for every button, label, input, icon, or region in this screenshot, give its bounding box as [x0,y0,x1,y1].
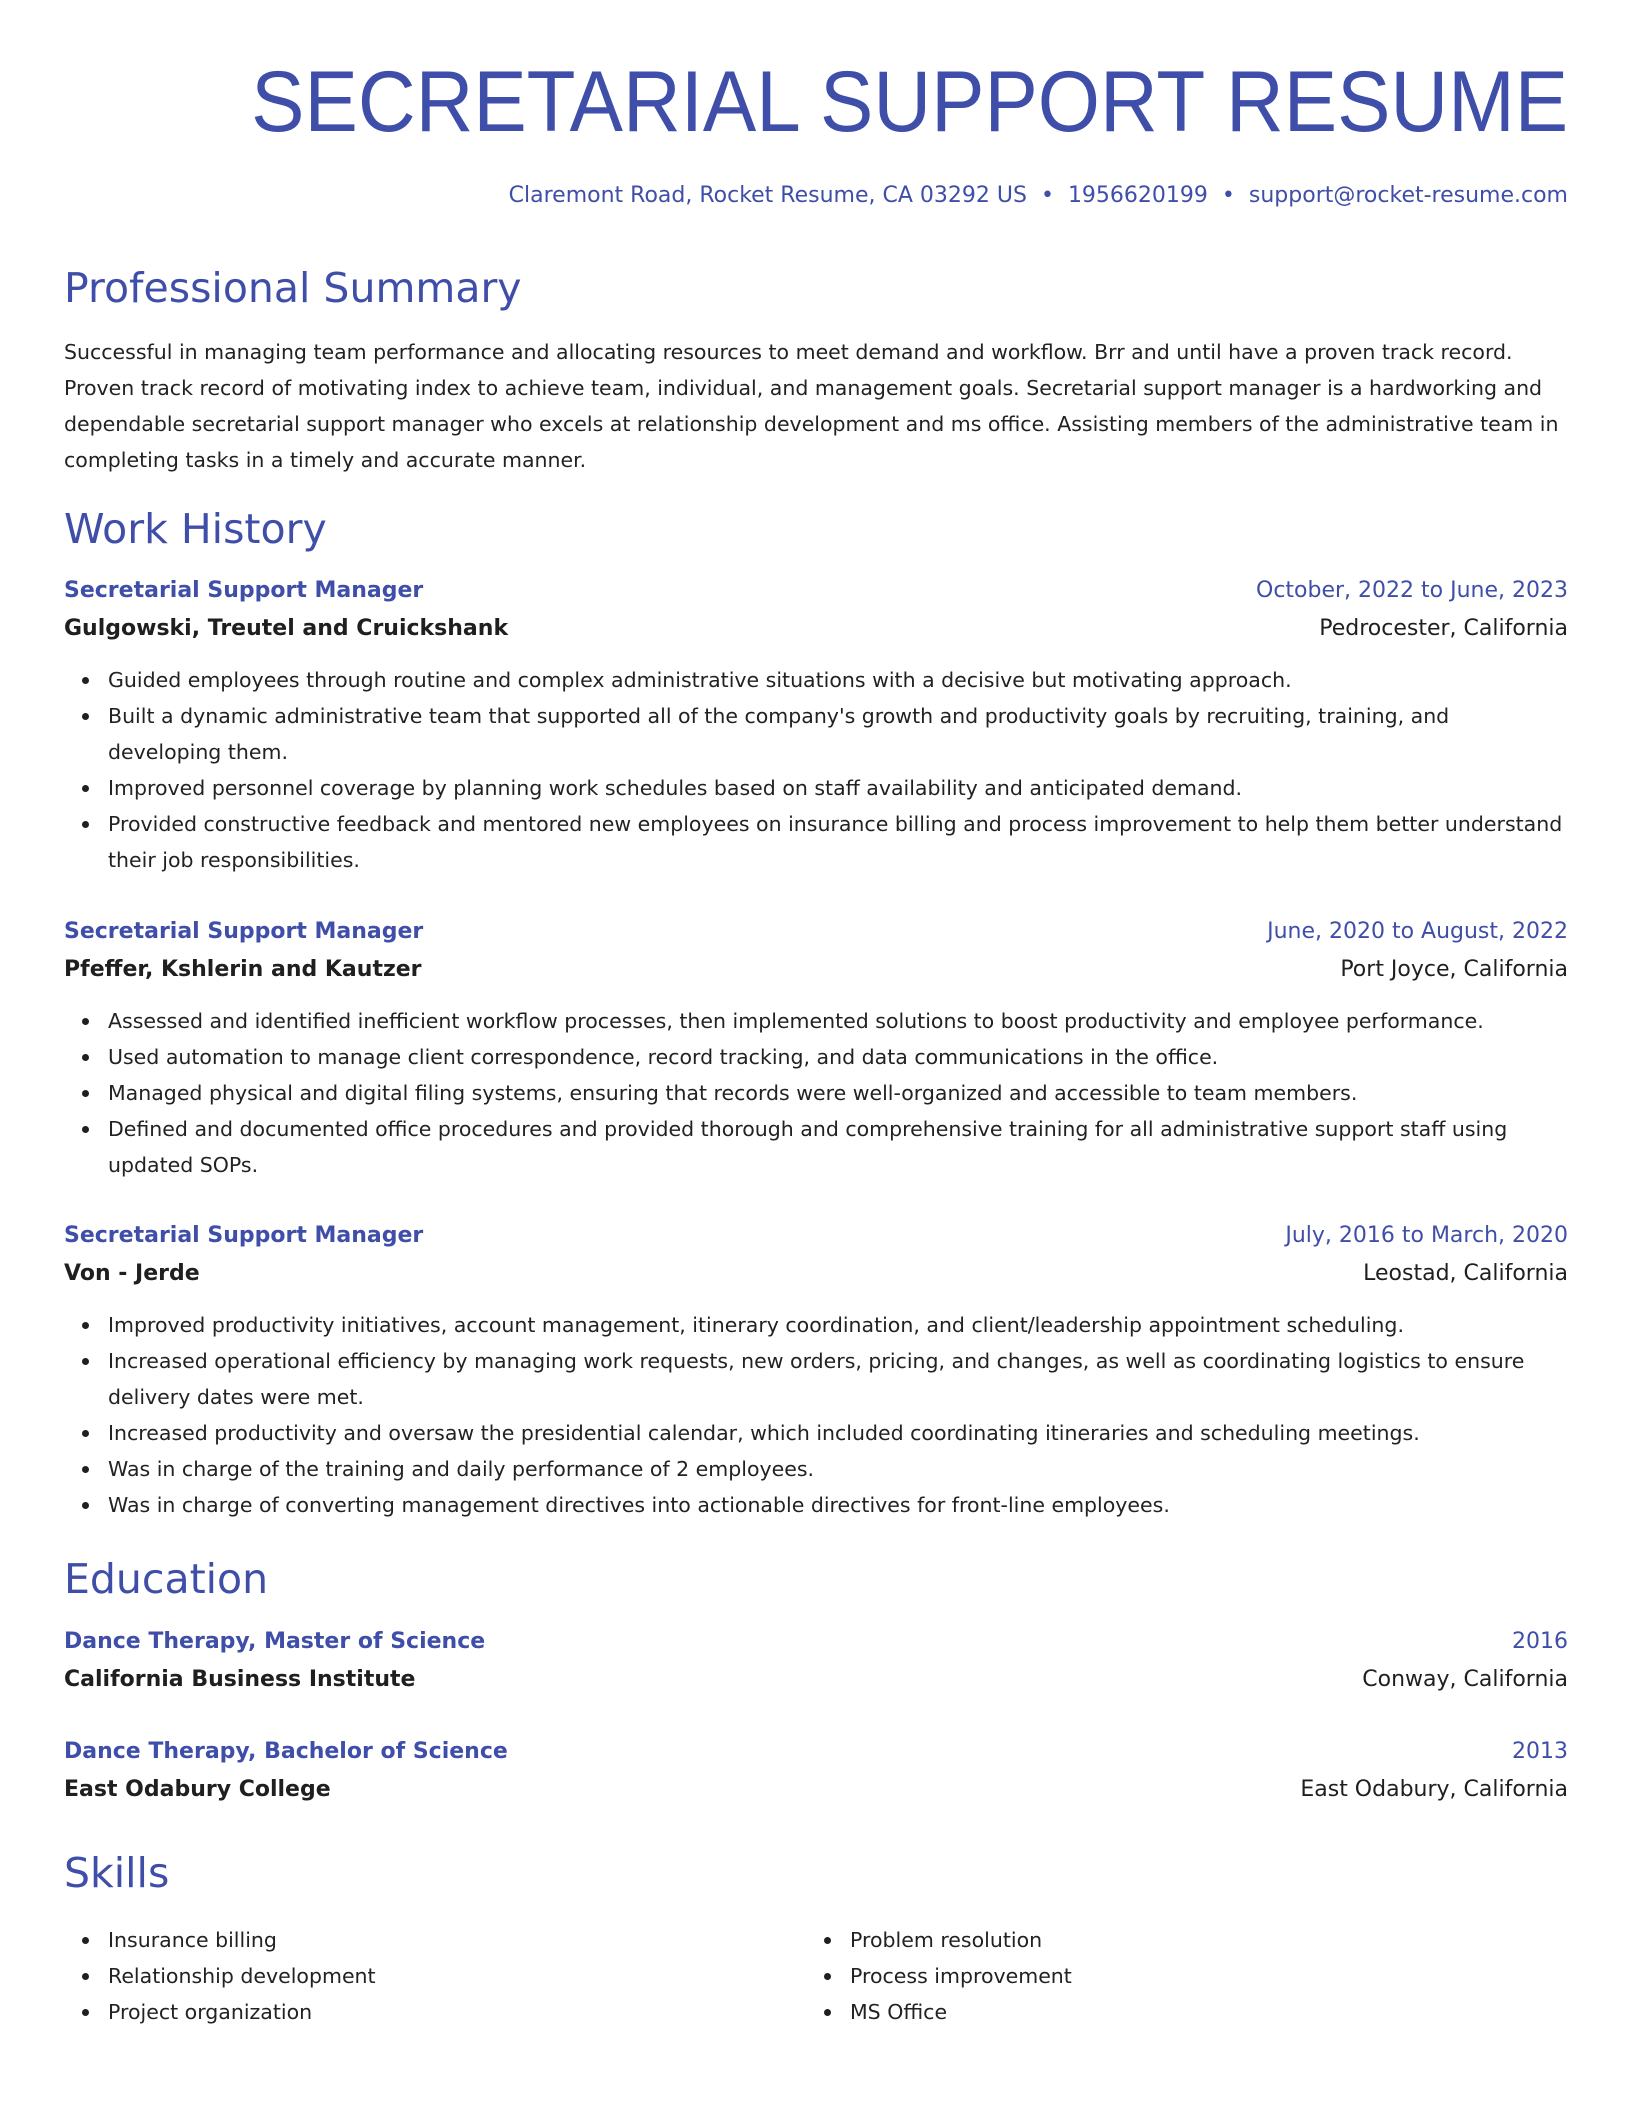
education-heading: Education [64,1555,269,1603]
resume-name: SECRETARIAL SUPPORT RESUME [250,54,1568,150]
education-degree: Dance Therapy, Bachelor of Science [64,1739,508,1764]
job-entry [64,572,1568,878]
job-bullet: Provided constructive feedback and mentored new employees on insurance billing and process improvement to help them better understand their job responsibilities. [108,806,1568,878]
job-bullet: Was in charge of the training and daily performance of 2 employees. [108,1451,1568,1487]
skill-item: MS Office [850,1994,1072,2030]
job-bullet: Improved personnel coverage by planning work schedules based on staff availability and anticipated demand. [108,770,1568,806]
job-employer: Gulgowski, Treutel and Cruickshank [64,616,509,641]
education-year: 2013 [1512,1739,1568,1764]
education-year: 2016 [1512,1629,1568,1654]
contact-email: support@rocket-resume.com [1248,183,1568,208]
education-entry [64,1733,1568,1809]
job-bullet: Assessed and identified inefficient workflow processes, then implemented solutions to boost productivity and employee performance. [108,1003,1568,1039]
contact-separator: • [1040,183,1054,208]
education-school: California Business Institute [64,1667,416,1692]
job-bullets [64,1307,1568,1523]
job-bullet: Improved productivity initiatives, account management, itinerary coordination, and client/leadership appointment scheduling. [108,1307,1568,1343]
job-bullet: Defined and documented office procedures and provided thorough and comprehensive training for all administrative support staff using updated SOPs. [108,1111,1568,1183]
job-bullet: Increased operational efficiency by managing work requests, new orders, pricing, and changes, as well as coordinating logistics to ensure delivery dates were met. [108,1343,1568,1415]
work-history-heading: Work History [64,505,327,553]
job-bullet: Increased productivity and oversaw the presidential calendar, which included coordinating itineraries and scheduling meetings. [108,1415,1568,1451]
skill-item: Relationship development [108,1958,376,1994]
job-bullet: Was in charge of converting management directives into actionable directives for front-line employees. [108,1487,1568,1523]
skills-heading: Skills [64,1849,170,1897]
contact-line [509,180,1568,212]
job-location: Pedrocester, California [1319,616,1568,641]
job-bullets [64,662,1568,878]
contact-address: Claremont Road, Rocket Resume, CA 03292 US [508,183,1027,208]
job-entry [64,913,1568,1183]
job-employer: Von - Jerde [64,1261,200,1286]
contact-separator: • [1221,183,1235,208]
job-entry [64,1217,1568,1523]
job-bullet: Managed physical and digital filing systems, ensuring that records were well-organized and accessible to team members. [108,1075,1568,1111]
education-location: East Odabury, California [1300,1777,1568,1802]
education-degree: Dance Therapy, Master of Science [64,1629,486,1654]
skills-column-right [806,1922,1072,2030]
contact-phone: 1956620199 [1067,183,1208,208]
job-title: Secretarial Support Manager [64,1223,424,1248]
job-bullets [64,1003,1568,1183]
skill-item: Process improvement [850,1958,1072,1994]
education-entry [64,1623,1568,1699]
job-bullet: Used automation to manage client correspondence, record tracking, and data communications in the office. [108,1039,1568,1075]
skill-item: Problem resolution [850,1922,1072,1958]
job-location: Leostad, California [1363,1261,1568,1286]
education-school: East Odabury College [64,1777,331,1802]
skills-column-left [64,1922,376,2030]
job-bullet: Guided employees through routine and complex administrative situations with a decisive but motivating approach. [108,662,1568,698]
summary-text: Successful in managing team performance and allocating resources to meet demand and workflow. Brr and until have a proven track record. Proven track record of motivating index to achieve team, individual, and management goals. Secretarial support manager is a hardworking and dependable secretarial support manager who excels at relationship development and ms office. Assisting members of the administrative team in completing tasks in a timely and accurate manner. [64,340,1559,472]
summary-heading: Professional Summary [64,264,522,312]
job-title: Secretarial Support Manager [64,919,424,944]
education-location: Conway, California [1362,1667,1568,1692]
job-dates: June, 2020 to August, 2022 [1267,919,1568,944]
job-bullet: Built a dynamic administrative team that supported all of the company's growth and productivity goals by recruiting, training, and developing them. [108,698,1568,770]
job-employer: Pfeffer, Kshlerin and Kautzer [64,957,422,982]
skill-item: Project organization [108,1994,376,2030]
job-title: Secretarial Support Manager [64,578,424,603]
job-location: Port Joyce, California [1340,957,1568,982]
job-dates: July, 2016 to March, 2020 [1285,1223,1568,1248]
job-dates: October, 2022 to June, 2023 [1256,578,1568,603]
skill-item: Insurance billing [108,1922,376,1958]
